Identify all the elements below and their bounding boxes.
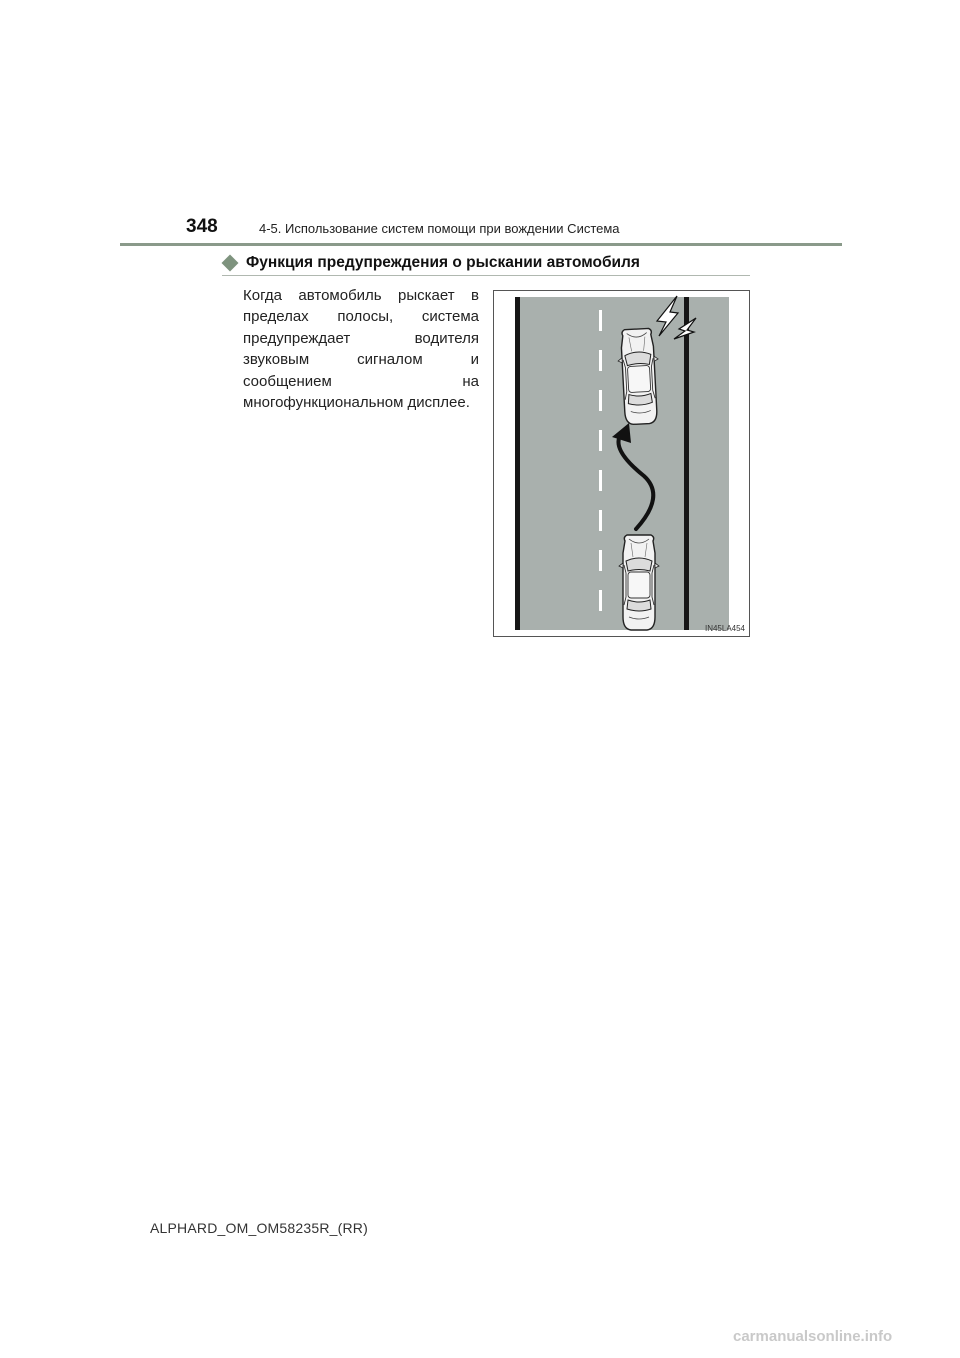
- body-paragraph: [243, 285, 479, 413]
- header-rule: [120, 243, 842, 246]
- body-line: пределах полосы, система: [243, 308, 479, 326]
- road-diagram: [494, 291, 749, 636]
- subsection-title: Функция предупреждения о рыскании автомобиля: [246, 254, 640, 271]
- figure-id: IN45LA454: [704, 624, 745, 633]
- body-line: сообщением на: [243, 372, 479, 390]
- body-line: звуковым сигналом и: [243, 351, 479, 369]
- subsection-rule: [222, 275, 750, 276]
- watermark[interactable]: carmanualsonline.info: [733, 1328, 893, 1345]
- body-line: многофункциональном дисплее.: [243, 394, 470, 412]
- lane-sway-illustration: [493, 290, 750, 637]
- body-line: Когда автомобиль рыскает в: [243, 287, 479, 304]
- subsection-heading: [222, 254, 750, 272]
- section-header: 4-5. Использование систем помощи при вождении Система: [259, 221, 620, 236]
- page-number: 348: [186, 216, 218, 237]
- footer-doc-code: ALPHARD_OM_OM58235R_(RR): [150, 1220, 368, 1236]
- body-line: предупреждает водителя: [243, 329, 479, 347]
- diamond-bullet-icon: [222, 255, 239, 272]
